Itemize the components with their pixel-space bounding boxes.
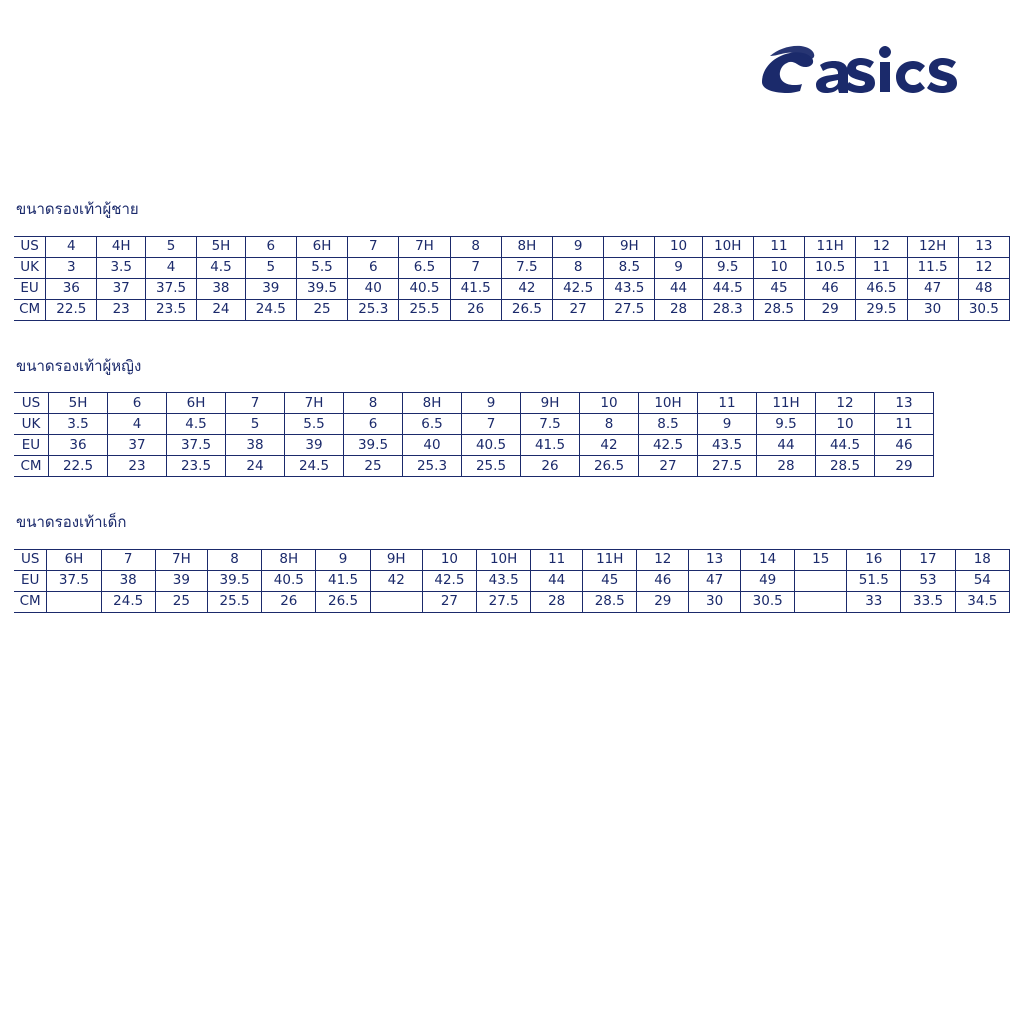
size-table-kids [14,549,1010,613]
asics-logo [756,36,976,106]
cell: 34.5 [955,591,1009,612]
cell: 24 [226,456,285,477]
cell: 30 [689,591,741,612]
cell: 41.5 [521,435,580,456]
cell: 45 [753,278,804,299]
cell: 28.5 [583,591,637,612]
cell: 53 [901,570,955,591]
cell: 43.5 [604,278,655,299]
cell: 26 [450,299,501,320]
cell: 33 [847,591,901,612]
cell: 22.5 [49,456,108,477]
cell: 8 [553,257,604,278]
cell: 11 [698,393,757,414]
cell: 13 [958,236,1009,257]
cell: 10.5 [805,257,856,278]
cell: 8.5 [639,414,698,435]
cell: 12 [816,393,875,414]
cell: 39 [245,278,296,299]
cell: 44.5 [816,435,875,456]
size-chart-sheet [14,200,1010,649]
cell: 42 [501,278,552,299]
cell: 28 [757,456,816,477]
cell: 7H [399,236,450,257]
cell: 26 [262,591,316,612]
section-title-women: ขนาดรองเท้าผู้หญิง [16,356,142,375]
cell [795,591,847,612]
cell: 8 [207,549,261,570]
cell: 38 [101,570,155,591]
cell: 42.5 [553,278,604,299]
cell: 10 [422,549,476,570]
cell: 7 [348,236,399,257]
cell: 23.5 [167,456,226,477]
cell: 42.5 [639,435,698,456]
table-row [14,414,934,435]
table-row [14,393,934,414]
cell: 27.5 [477,591,531,612]
cell: 46 [637,570,689,591]
section-title-men: ขนาดรองเท้าผู้ชาย [16,200,139,218]
table-row [14,549,1010,570]
cell: 11 [753,236,804,257]
cell: 28.5 [753,299,804,320]
cell: 29 [637,591,689,612]
table-row [14,257,1010,278]
cell: 6H [47,549,101,570]
section-kids [14,513,1010,613]
cell: 25.5 [399,299,450,320]
cell: 22.5 [46,299,97,320]
row-label: EU [14,570,47,591]
cell: 5H [197,236,246,257]
cell: 8 [580,414,639,435]
cell: 29.5 [856,299,907,320]
cell: 54 [955,570,1009,591]
cell: 12 [856,236,907,257]
cell: 46.5 [856,278,907,299]
table-row [14,570,1010,591]
cell: 40 [403,435,462,456]
cell: 27 [422,591,476,612]
cell [370,591,422,612]
cell: 36 [49,435,108,456]
cell: 10H [639,393,698,414]
cell: 39.5 [207,570,261,591]
cell: 49 [741,570,795,591]
cell: 40.5 [462,435,521,456]
cell: 11 [875,414,934,435]
cell: 14 [741,549,795,570]
cell: 12H [907,236,958,257]
cell: 5H [49,393,108,414]
row-label: CM [14,591,47,612]
cell: 5.5 [296,257,347,278]
table-row [14,278,1010,299]
cell [795,570,847,591]
cell: 45 [583,570,637,591]
cell: 7 [462,414,521,435]
cell: 44 [531,570,583,591]
cell: 27.5 [604,299,655,320]
cell: 39 [285,435,344,456]
cell: 37.5 [47,570,101,591]
table-row [14,591,1010,612]
cell: 47 [907,278,958,299]
cell: 29 [805,299,856,320]
cell: 10 [753,257,804,278]
cell: 24 [197,299,246,320]
cell: 4 [46,236,97,257]
cell: 11 [856,257,907,278]
cell: 25 [344,456,403,477]
row-label: CM [14,299,46,320]
cell: 13 [689,549,741,570]
cell: 46 [875,435,934,456]
cell: 6H [296,236,347,257]
cell [47,591,101,612]
row-label: US [14,549,47,570]
cell: 40.5 [399,278,450,299]
cell: 26.5 [501,299,552,320]
cell: 9H [521,393,580,414]
cell: 6 [344,414,403,435]
cell: 11H [757,393,816,414]
cell: 6.5 [403,414,462,435]
cell: 9 [462,393,521,414]
cell: 43.5 [698,435,757,456]
cell: 3.5 [97,257,146,278]
cell: 25.3 [403,456,462,477]
cell: 28.5 [816,456,875,477]
cell: 9 [553,236,604,257]
cell: 12 [637,549,689,570]
cell: 6.5 [399,257,450,278]
cell: 38 [226,435,285,456]
cell: 42.5 [422,570,476,591]
cell: 3 [46,257,97,278]
cell: 40.5 [262,570,316,591]
cell: 28 [655,299,702,320]
cell: 4 [145,257,196,278]
cell: 7.5 [501,257,552,278]
cell: 7 [101,549,155,570]
cell: 11.5 [907,257,958,278]
cell: 24.5 [245,299,296,320]
cell: 9 [316,549,370,570]
cell: 37 [108,435,167,456]
cell: 3.5 [49,414,108,435]
cell: 30.5 [741,591,795,612]
table-row [14,435,934,456]
cell: 7.5 [521,414,580,435]
cell: 8 [344,393,403,414]
cell: 27 [553,299,604,320]
cell: 41.5 [316,570,370,591]
cell: 11 [531,549,583,570]
cell: 44 [655,278,702,299]
cell: 9H [370,549,422,570]
cell: 51.5 [847,570,901,591]
cell: 8H [403,393,462,414]
cell: 7 [226,393,285,414]
row-label: US [14,236,46,257]
cell: 25.5 [207,591,261,612]
cell: 4H [97,236,146,257]
cell: 15 [795,549,847,570]
row-label: UK [14,257,46,278]
cell: 23.5 [145,299,196,320]
cell: 25.5 [462,456,521,477]
cell: 9.5 [757,414,816,435]
row-label: UK [14,414,49,435]
cell: 6 [245,236,296,257]
cell: 33.5 [901,591,955,612]
cell: 26.5 [316,591,370,612]
cell: 37 [97,278,146,299]
cell: 18 [955,549,1009,570]
cell: 6 [348,257,399,278]
cell: 13 [875,393,934,414]
cell: 29 [875,456,934,477]
cell: 4.5 [167,414,226,435]
cell: 8 [450,236,501,257]
cell: 23 [97,299,146,320]
cell: 25.3 [348,299,399,320]
table-row [14,236,1010,257]
cell: 37.5 [145,278,196,299]
row-label: US [14,393,49,414]
cell: 10 [655,236,702,257]
cell: 23 [108,456,167,477]
cell: 27 [639,456,698,477]
cell: 26.5 [580,456,639,477]
cell: 4.5 [197,257,246,278]
cell: 5.5 [285,414,344,435]
cell: 6 [108,393,167,414]
cell: 40 [348,278,399,299]
cell: 6H [167,393,226,414]
cell: 42 [580,435,639,456]
cell: 39.5 [344,435,403,456]
table-row [14,299,1010,320]
cell: 8H [262,549,316,570]
cell: 43.5 [477,570,531,591]
cell: 41.5 [450,278,501,299]
cell: 27.5 [698,456,757,477]
cell: 10 [816,414,875,435]
row-label: EU [14,278,46,299]
cell: 30 [907,299,958,320]
cell: 25 [296,299,347,320]
cell: 36 [46,278,97,299]
cell: 16 [847,549,901,570]
cell: 30.5 [958,299,1009,320]
size-table-men [14,236,1010,321]
cell: 10H [477,549,531,570]
cell: 38 [197,278,246,299]
cell: 7H [285,393,344,414]
section-men [14,200,1010,321]
section-title-kids: ขนาดรองเท้าเด็ก [16,513,127,531]
row-label: EU [14,435,49,456]
cell: 44 [757,435,816,456]
cell: 5 [226,414,285,435]
cell: 17 [901,549,955,570]
cell: 9H [604,236,655,257]
row-label: CM [14,456,49,477]
cell: 42 [370,570,422,591]
cell: 28 [531,591,583,612]
cell: 44.5 [702,278,753,299]
cell: 10 [580,393,639,414]
cell: 47 [689,570,741,591]
cell: 28.3 [702,299,753,320]
size-table-women [14,392,934,477]
cell: 11H [805,236,856,257]
table-row [14,456,934,477]
cell: 11H [583,549,637,570]
cell: 5 [245,257,296,278]
cell: 37.5 [167,435,226,456]
cell: 4 [108,414,167,435]
cell: 5 [145,236,196,257]
cell: 48 [958,278,1009,299]
cell: 46 [805,278,856,299]
cell: 8.5 [604,257,655,278]
cell: 24.5 [101,591,155,612]
cell: 9 [655,257,702,278]
cell: 8H [501,236,552,257]
cell: 9 [698,414,757,435]
cell: 24.5 [285,456,344,477]
cell: 9.5 [702,257,753,278]
cell: 39 [155,570,207,591]
cell: 7H [155,549,207,570]
cell: 25 [155,591,207,612]
cell: 7 [450,257,501,278]
cell: 39.5 [296,278,347,299]
cell: 26 [521,456,580,477]
section-women [14,357,1010,478]
cell: 12 [958,257,1009,278]
cell: 10H [702,236,753,257]
